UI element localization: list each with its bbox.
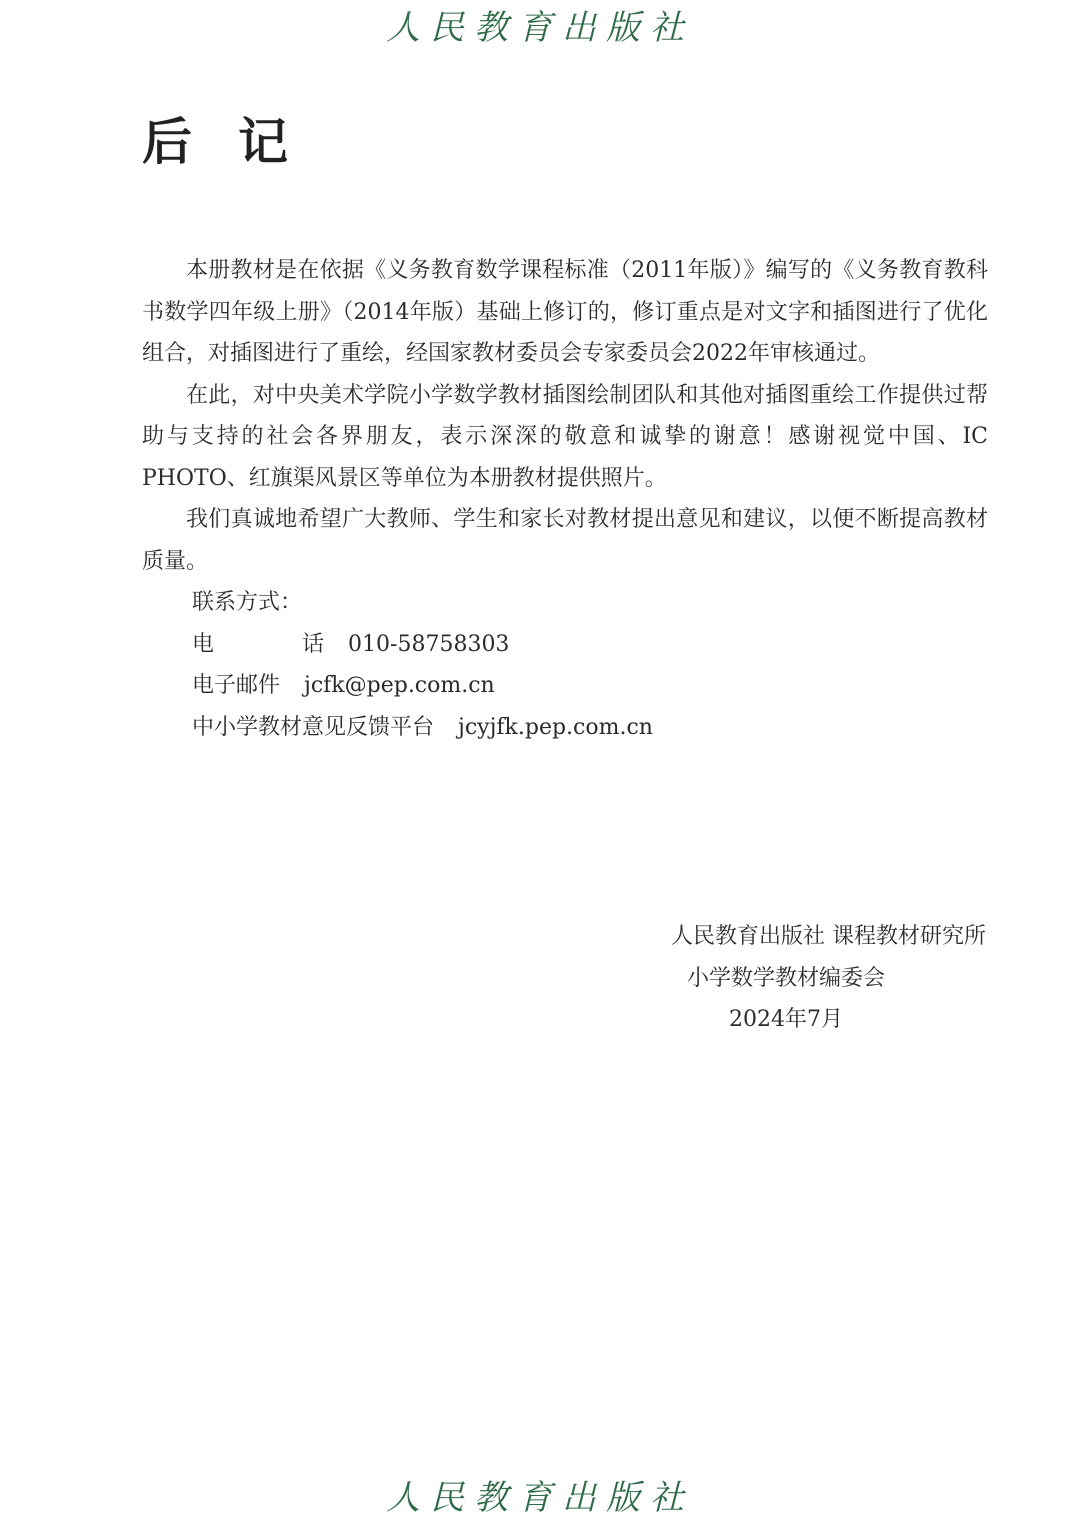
contact-platform-value: jcyjfk.pep.com.cn — [458, 714, 653, 740]
contact-phone-value: 010-58758303 — [348, 631, 510, 657]
paragraph-revision-note: 本册教材是在依据《义务教育数学课程标准（2011年版）》编写的《义务教育教科书数学四年级上册》（2014年版）基础上修订的，修订重点是对文字和插图进行了优化组合，对插图进行了重绘，经国家教材委员会专家委员会2022年审核通过。 — [142, 258, 988, 366]
contact-phone-row — [142, 624, 988, 666]
contact-phone-label-2: 话 — [302, 631, 325, 657]
contact-platform-row — [142, 707, 988, 749]
afterword-body — [142, 250, 988, 748]
page-title: 后记 — [142, 112, 334, 171]
contact-phone-label-1: 电 — [192, 631, 215, 657]
signature-block — [486, 916, 986, 1041]
publisher-logo-footer: 人民教育出版社 — [386, 1478, 694, 1518]
publisher-logo-header: 人民教育出版社 — [386, 8, 694, 48]
signature-committee: 小学数学教材编委会 — [686, 965, 885, 991]
contact-email-value: jcfk@pep.com.cn — [304, 673, 495, 698]
contact-email-label: 电子邮件 — [192, 673, 281, 698]
signature-organization: 人民教育出版社 课程教材研究所 — [671, 924, 986, 949]
contact-heading: 联系方式： — [192, 590, 303, 615]
contact-platform-label: 中小学教材意见反馈平台 — [192, 714, 435, 740]
signature-date: 2024年7月 — [729, 1007, 843, 1032]
paragraph-acknowledgements: 在此，对中央美术学院小学数学教材插图绘制团队和其他对插图重绘工作提供过帮助与支持的社会各界朋友，表示深深的敬意和诚挚的谢意！感谢视觉中国、IC PHOTO、红旗渠风景区等单位为本册教材提供照片。 — [142, 382, 988, 491]
paragraph-feedback-request: 我们真诚地希望广大教师、学生和家长对教材提出意见和建议，以便不断提高教材质量。 — [142, 507, 988, 574]
contact-email-row — [142, 665, 988, 707]
